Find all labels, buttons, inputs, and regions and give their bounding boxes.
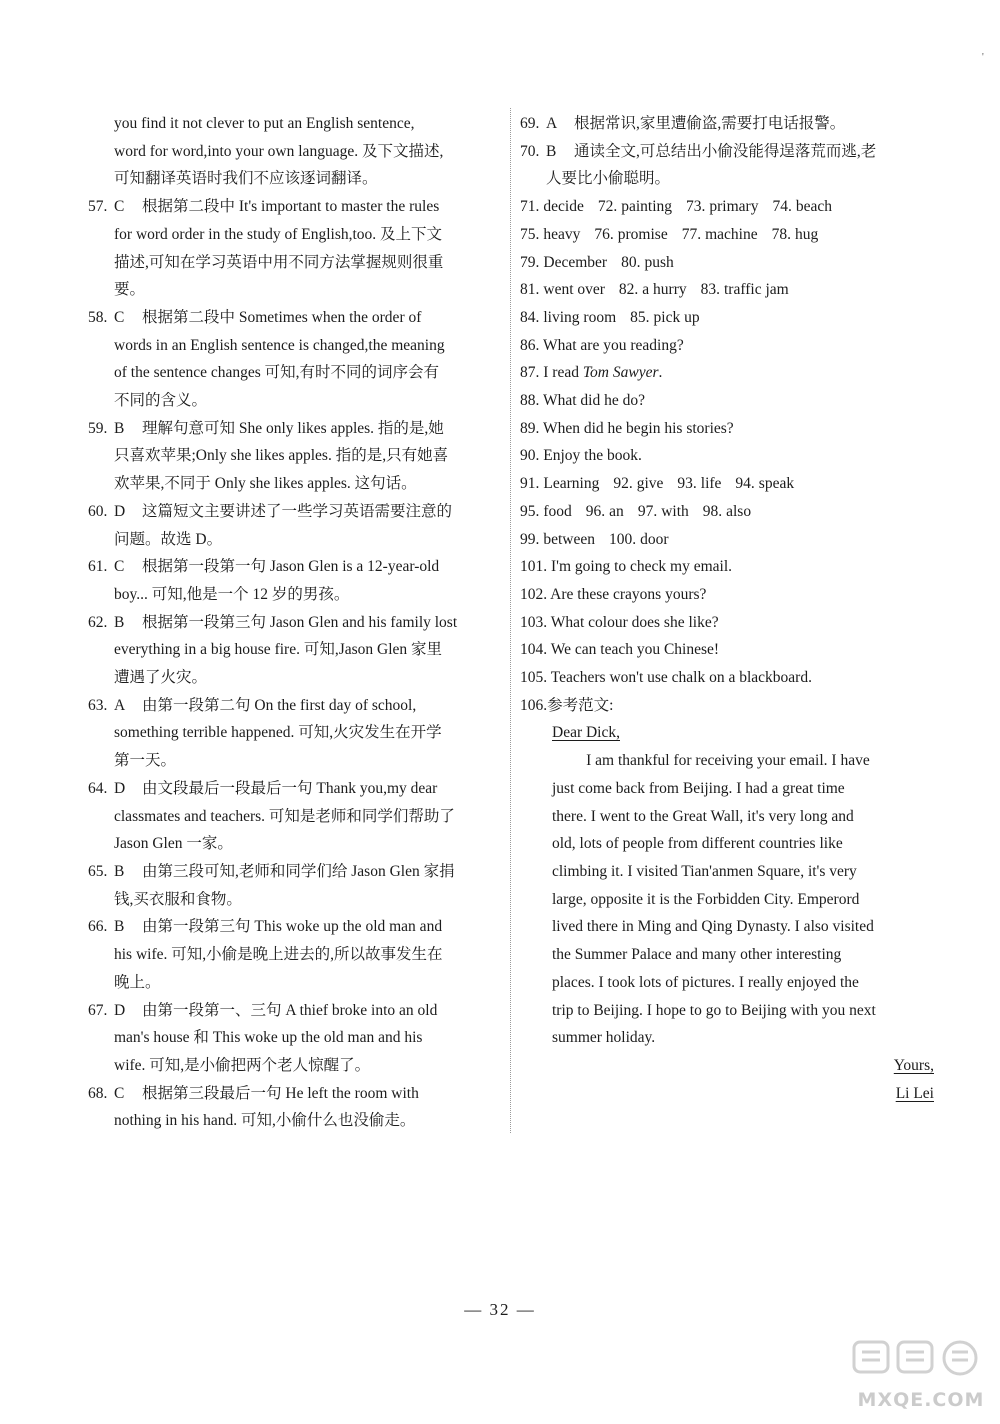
answer-letter: B	[114, 862, 125, 880]
answer-word: machine	[705, 225, 758, 243]
letter-line: lived there in Ming and Qing Dynasty. I also visited	[552, 918, 874, 936]
explanation-line: something terrible happened. 可知,火灾发生在开学	[114, 724, 442, 742]
watermark-logo	[848, 1338, 994, 1416]
letter-line: I am thankful for receiving your email. I have	[586, 752, 870, 770]
answer-item	[88, 997, 500, 1080]
item-number: 71.	[520, 198, 540, 216]
letter-line: summer holiday.	[552, 1029, 656, 1047]
explanation-line: 问题。故选 D。	[114, 530, 223, 548]
explanation-line: 钱,买衣服和食物。	[114, 890, 242, 908]
answer-sentence: When did he begin his stories?	[542, 419, 734, 437]
answer-pair	[682, 221, 758, 249]
item-number: 64.	[88, 779, 108, 797]
answer-word: give	[636, 475, 664, 493]
answer-letter: C	[114, 198, 125, 216]
answer-row	[520, 276, 934, 304]
answer-pair	[686, 193, 758, 221]
item-number: 92.	[613, 475, 633, 493]
item-number: 75.	[520, 225, 540, 243]
item-number: 79.	[520, 253, 540, 271]
book-title: Tom Sawyer	[582, 364, 659, 382]
item-number: 77.	[681, 225, 702, 243]
letter-signature-row	[552, 1080, 934, 1108]
answer-word: went over	[543, 281, 605, 299]
explanation-line: 根据第一段第一句 Jason Glen is a 12-year-old	[142, 558, 440, 576]
item-number: 76.	[594, 225, 614, 243]
sentence-tail: .	[658, 364, 663, 382]
item-number: 62.	[88, 613, 108, 631]
answer-row	[520, 442, 934, 470]
item-number: 63.	[88, 696, 108, 714]
item-number: 90.	[520, 447, 540, 465]
explanation-line: 根据第二段中 Sometimes when the order of	[142, 308, 422, 326]
explanation-line: of the sentence changes 可知,有时不同的词序会有	[114, 364, 440, 382]
item-number: 66.	[88, 918, 108, 936]
answer-sentence: Teachers won't use chalk on a blackboard.	[550, 669, 812, 687]
answer-pair	[586, 498, 624, 526]
answer-pair	[520, 498, 572, 526]
answer-sentence: What are you reading?	[542, 336, 684, 354]
answer-pair	[630, 304, 699, 332]
answer-item	[88, 553, 500, 608]
answer-word: December	[543, 253, 608, 271]
item-number: 99.	[520, 530, 540, 548]
corner-mark: '	[982, 52, 984, 63]
letter-signature: Li Lei	[895, 1084, 934, 1102]
answer-word: painting	[621, 198, 673, 216]
answer-word: living room	[543, 308, 617, 326]
explanation-line: 可知翻译英语时我们不应该逐词翻译。	[114, 170, 378, 188]
item-number: 81.	[520, 281, 540, 299]
answer-row	[520, 470, 934, 498]
answer-letter: A	[546, 115, 558, 132]
answer-pair	[520, 526, 595, 554]
answer-word: speak	[758, 475, 795, 493]
answer-word: food	[543, 502, 572, 520]
left-column	[88, 110, 500, 1135]
explanation-line: his wife. 可知,小偷是晚上进去的,所以故事发生在	[114, 946, 443, 964]
answer-row	[520, 193, 934, 221]
answer-item	[88, 775, 500, 858]
explanation-line: 这篇短文主要讲述了一些学习英语需要注意的	[142, 502, 453, 520]
answer-row	[520, 609, 934, 637]
answer-pair	[520, 193, 584, 221]
item-number: 73.	[686, 198, 706, 216]
svg-text:MXQE.COM: MXQE.COM	[857, 1389, 985, 1411]
answer-word: door	[640, 530, 669, 548]
explanation-line: word for word,into your own language. 及下文描述,	[114, 142, 444, 160]
answer-letter: B	[114, 419, 125, 437]
item-number: 59.	[88, 419, 108, 437]
answer-word: also	[726, 502, 752, 520]
answer-pair	[613, 470, 663, 498]
item-number: 58.	[88, 308, 108, 326]
answer-sentence: What did he do?	[542, 392, 645, 410]
explanation-line: 第一天。	[114, 752, 177, 770]
explanation-line: man's house 和 This woke up the old man and his	[114, 1029, 423, 1047]
answer-row	[520, 553, 934, 581]
answer-row	[520, 581, 934, 609]
answer-letter: B	[114, 613, 125, 631]
explanation-line: words in an English sentence is changed,the meaning	[114, 336, 445, 354]
item-number: 83.	[700, 281, 720, 299]
answer-item	[88, 609, 500, 692]
answer-pair	[619, 276, 687, 304]
item-number: 98.	[702, 502, 723, 520]
item-number: 100.	[609, 530, 637, 548]
answer-item	[88, 692, 500, 775]
item-number: 87.	[520, 364, 540, 382]
letter-line: trip to Beijing. I hope to go to Beijing with you next	[552, 1001, 876, 1019]
item-number: 60.	[88, 502, 108, 520]
answer-item	[88, 193, 500, 304]
explanation-line: Jason Glen 一家。	[114, 835, 233, 853]
answer-word: between	[543, 530, 596, 548]
letter-line: places. I took lots of pictures. I really enjoyed the	[552, 973, 859, 991]
item-number: 101.	[520, 558, 548, 576]
item-number: 89.	[520, 419, 540, 437]
answer-pair	[520, 249, 607, 277]
explanation-line: nothing in his hand. 可知,小偷什么也没偷走。	[114, 1112, 416, 1130]
right-column	[520, 110, 934, 1107]
answer-letter: D	[114, 779, 126, 797]
item-number: 78.	[771, 225, 791, 243]
item-number: 85.	[630, 308, 650, 326]
answer-word: traffic jam	[724, 281, 789, 299]
answer-word: beach	[795, 198, 832, 216]
explanation-line: 根据第二段中 It's important to master the rules	[142, 198, 440, 216]
answer-pair	[772, 193, 832, 221]
item-number: 70.	[520, 142, 540, 160]
answer-pair	[677, 470, 721, 498]
letter-line: just come back from Beijing. I had a great time	[552, 779, 845, 797]
explanation-line: 晚上。	[114, 973, 161, 991]
item-number: 68.	[88, 1084, 108, 1102]
explanation-line: 由第一段第三句 This woke up the old man and	[142, 918, 443, 936]
answer-row	[520, 664, 934, 692]
answer-word: Learning	[543, 475, 600, 493]
letter-line: large, opposite it is the Forbidden City. Emperord	[552, 890, 860, 908]
explanation-line: 不同的含义。	[114, 392, 208, 410]
answer-row	[520, 332, 934, 360]
answer-letter: C	[114, 1084, 125, 1102]
sample-letter	[520, 719, 934, 1107]
explanation-line: 只喜欢苹果;Only she likes apples. 指的是,只有她喜	[114, 447, 449, 465]
answer-sentence: I read	[543, 364, 583, 382]
answer-pair	[520, 276, 605, 304]
answer-item	[88, 415, 500, 498]
letter-closing: Yours,	[893, 1056, 934, 1074]
explanation-line: 人要比小偷聪明。	[546, 170, 671, 188]
answer-sentence: We can teach you Chinese!	[550, 641, 720, 659]
explanation-line: 要。	[114, 281, 146, 299]
answer-sentence: I'm going to check my email.	[551, 558, 732, 576]
explanation-line: 由第三段可知,老师和同学们给 Jason Glen 家捐	[142, 862, 455, 880]
explanation-line: everything in a big house fire. 可知,Jason Glen 家里	[114, 641, 443, 659]
item-number: 72.	[597, 198, 618, 216]
item-number: 105.	[520, 669, 548, 687]
explanation-line: 欢苹果,不同于 Only she likes apples. 这句话。	[114, 475, 417, 493]
letter-line: the Summer Palace and many other interesting	[552, 946, 842, 964]
answer-pair	[701, 276, 789, 304]
answer-word: a hurry	[642, 281, 687, 299]
item-number: 80.	[621, 253, 641, 271]
item-number: 104.	[520, 641, 548, 659]
answer-pair	[772, 221, 819, 249]
letter-body	[552, 747, 934, 1052]
explanation-line: for word order in the study of English,too. 及上下文	[114, 225, 443, 243]
item-number: 103.	[520, 613, 548, 631]
explanation-line: 由第一段第二句 On the first day of school,	[142, 696, 417, 714]
explanation-line: 理解句意可知 She only likes apples. 指的是,她	[142, 419, 444, 437]
column-divider	[510, 108, 511, 1133]
letter-line: climbing it. I visited Tian'anmen Square, it's very	[552, 862, 857, 880]
item-number: 95.	[520, 502, 540, 520]
item-number: 96.	[585, 502, 606, 520]
answer-row	[520, 415, 934, 443]
item-number: 84.	[520, 308, 540, 326]
answer-item	[88, 1080, 500, 1135]
letter-closing-row	[552, 1052, 934, 1080]
item-number: 61.	[88, 558, 108, 576]
essay-heading: 参考范文:	[547, 696, 614, 714]
item-number: 93.	[677, 475, 697, 493]
answer-row	[520, 304, 934, 332]
answer-pair	[609, 526, 669, 554]
answer-row	[520, 636, 934, 664]
answer-item	[88, 913, 500, 996]
answer-sentence: Are these crayons yours?	[550, 585, 707, 603]
item-number: 86.	[520, 336, 540, 354]
answer-letter: D	[114, 502, 126, 520]
answer-pair	[520, 221, 580, 249]
answer-row	[520, 498, 934, 526]
explanation-line: 描述,可知在学习英语中用不同方法掌握规则很重	[114, 253, 444, 271]
item-number: 91.	[520, 475, 540, 493]
answer-item	[520, 110, 934, 138]
answer-word: an	[609, 502, 624, 520]
answer-letter: C	[114, 558, 125, 576]
explanation-line: 通读全文,可总结出小偷没能得逞落荒而逃,老	[574, 142, 877, 160]
answer-pair	[735, 470, 794, 498]
answer-row	[520, 221, 934, 249]
letter-salutation: Dear Dick,	[552, 724, 620, 742]
item-number: 69.	[520, 115, 540, 132]
item-number: 74.	[772, 198, 792, 216]
answer-letter: C	[114, 308, 125, 326]
explanation-line: 根据第一段第三句 Jason Glen and his family lost	[142, 613, 458, 631]
answer-pair	[520, 470, 599, 498]
letter-line: old, lots of people from different countries like	[552, 835, 843, 853]
answer-sentence: What colour does she like?	[550, 613, 719, 631]
answer-word: promise	[617, 225, 668, 243]
item-number: 67.	[88, 1001, 108, 1019]
item-number: 57.	[88, 198, 108, 216]
answer-pair	[594, 221, 667, 249]
item-number: 94.	[735, 475, 755, 493]
answer-word: primary	[709, 198, 759, 216]
item-number: 102.	[520, 585, 548, 603]
answer-item	[88, 110, 500, 193]
answer-pair	[638, 498, 689, 526]
answer-pair	[598, 193, 672, 221]
item-number: 82.	[618, 281, 639, 299]
letter-line: there. I went to the Great Wall, it's very long and	[552, 807, 854, 825]
explanation-line: wife. 可知,是小偷把两个老人惊醒了。	[114, 1056, 371, 1074]
answer-sentence: Enjoy the book.	[543, 447, 642, 465]
answer-row	[520, 359, 934, 387]
explanation-line: 根据第三段最后一句 He left the room with	[142, 1084, 419, 1102]
explanation-line: classmates and teachers. 可知是老师和同学们帮助了	[114, 807, 455, 825]
answer-item	[88, 304, 500, 415]
item-number: 88.	[520, 392, 540, 410]
item-number: 97.	[637, 502, 658, 520]
explanation-line: 根据常识,家里遭偷盗,需要打电话报警。	[574, 115, 846, 132]
page-number: — 32 —	[464, 1300, 536, 1319]
answer-row	[520, 526, 934, 554]
explanation-line: 由文段最后一段最后一句 Thank you,my dear	[142, 779, 438, 797]
explanation-line: 由第一段第一、三句 A thief broke into an old	[142, 1001, 438, 1019]
answer-letter: D	[114, 1001, 126, 1019]
answer-word: life	[700, 475, 722, 493]
explanation-line: you find it not clever to put an English sentence,	[114, 115, 415, 132]
answer-pair	[520, 304, 616, 332]
answer-letter: A	[114, 696, 126, 714]
explanation-line: boy... 可知,他是一个 12 岁的男孩。	[114, 585, 350, 603]
answer-letter: B	[114, 918, 125, 936]
answer-word: decide	[543, 198, 584, 216]
answer-item	[88, 858, 500, 913]
answer-letter: B	[546, 142, 557, 160]
answer-row	[520, 249, 934, 277]
answer-word: hug	[794, 225, 819, 243]
item-number: 65.	[88, 862, 108, 880]
answer-word: push	[644, 253, 674, 271]
essay-heading-row	[520, 692, 934, 720]
answer-word: heavy	[543, 225, 581, 243]
answer-pair	[703, 498, 751, 526]
answer-word: with	[661, 502, 689, 520]
answer-word: pick up	[653, 308, 700, 326]
explanation-line: 遭遇了火灾。	[114, 669, 208, 687]
answer-item	[520, 138, 934, 193]
answer-pair	[621, 249, 674, 277]
item-number: 106.	[520, 696, 548, 714]
answer-item	[88, 498, 500, 553]
answer-row	[520, 387, 934, 415]
